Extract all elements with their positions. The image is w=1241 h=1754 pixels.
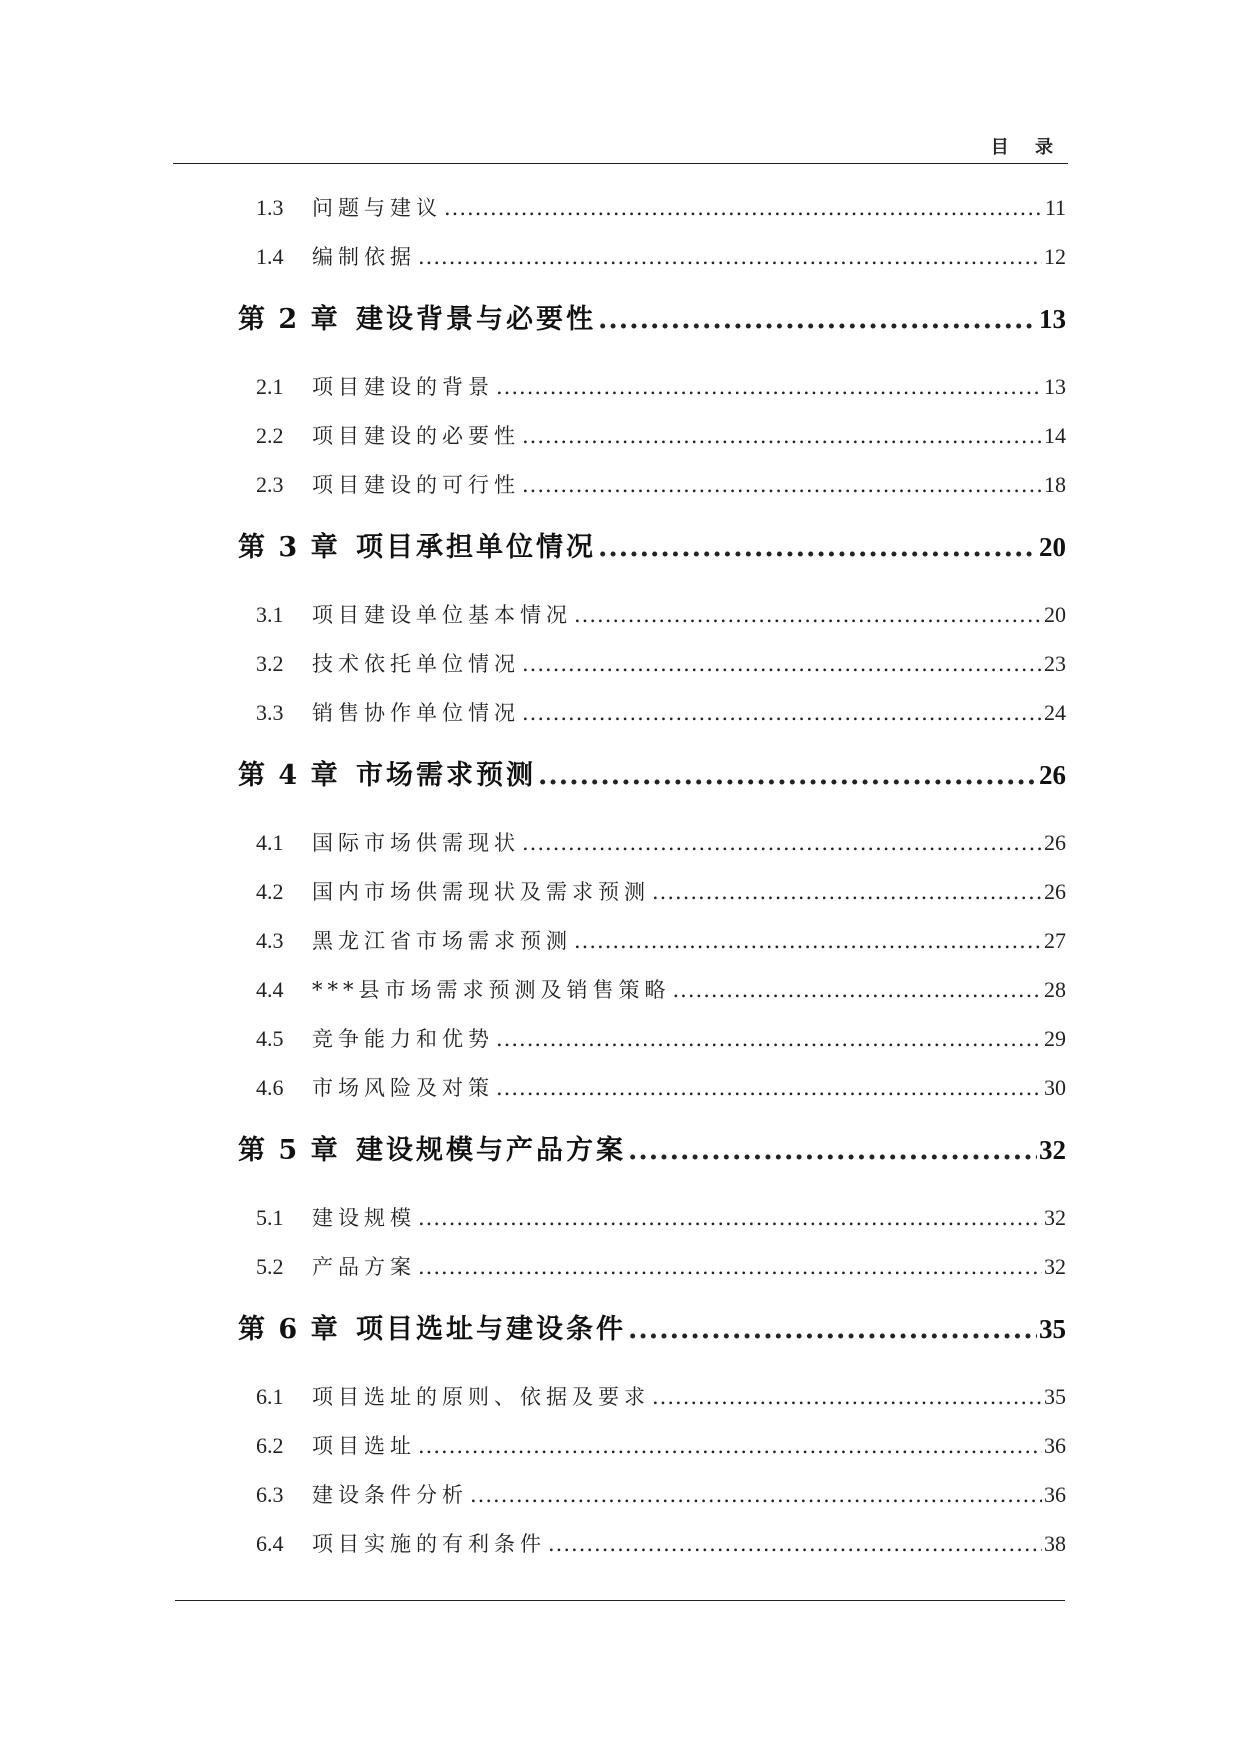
toc-entry-number: 3.2: [256, 651, 284, 676]
toc-section-entry[interactable]: [238, 965, 1066, 1014]
toc-section-entry[interactable]: [238, 232, 1066, 281]
toc-entry-page-number: 11: [1044, 195, 1066, 220]
toc-entry-number: 4.1: [256, 830, 284, 855]
toc-dot-leader: [548, 1520, 1042, 1568]
toc-section-entry[interactable]: [238, 867, 1066, 916]
toc-section-entry[interactable]: [238, 1470, 1066, 1519]
toc-entry-page-number: 32: [1044, 1205, 1066, 1230]
toc-entry-title: 问题与建议: [312, 196, 442, 220]
toc-entry-page-number: 27: [1044, 928, 1066, 953]
toc-entry-number: 2.1: [256, 374, 284, 399]
toc-entry-title: 项目建设的背景: [312, 375, 494, 399]
toc-entry-title: 项目建设单位基本情况: [312, 603, 572, 627]
toc-dot-leader: [418, 1194, 1042, 1242]
toc-chapter-entry[interactable]: [238, 519, 1066, 576]
toc-dot-leader: [522, 412, 1042, 460]
toc-section-entry[interactable]: [238, 818, 1066, 867]
toc-entry-title: 项目选址: [312, 1434, 416, 1458]
toc-section-entry[interactable]: [238, 183, 1066, 232]
toc-entry-title: 技术依托单位情况: [312, 652, 520, 676]
toc-dot-leader: [652, 1373, 1042, 1421]
toc-dot-leader: [418, 233, 1042, 281]
toc-entry-title: 建设规模与产品方案: [356, 1135, 626, 1166]
toc-section-entry[interactable]: [238, 1242, 1066, 1291]
toc-entry-number: 第 3 章: [238, 532, 340, 563]
toc-section-entry[interactable]: [238, 1519, 1066, 1568]
table-of-contents: [238, 183, 1066, 1568]
toc-dot-leader: [522, 689, 1042, 737]
toc-entry-page-number: 36: [1044, 1482, 1066, 1507]
toc-entry-page-number: 13: [1039, 304, 1066, 334]
toc-chapter-entry[interactable]: [238, 291, 1066, 348]
toc-entry-page-number: 32: [1039, 1135, 1066, 1165]
toc-entry-number: 5.1: [256, 1205, 284, 1230]
toc-entry-page-number: 20: [1044, 602, 1066, 627]
toc-section-entry[interactable]: [238, 1014, 1066, 1063]
toc-dot-leader: [496, 1015, 1042, 1063]
toc-entry-number: 5.2: [256, 1254, 284, 1279]
toc-dot-leader: [574, 591, 1042, 639]
toc-entry-page-number: 35: [1039, 1314, 1066, 1344]
toc-entry-number: 6.2: [256, 1433, 284, 1458]
toc-dot-leader: [496, 1064, 1042, 1112]
toc-section-entry[interactable]: [238, 590, 1066, 639]
toc-dot-leader: [522, 819, 1042, 867]
toc-chapter-entry[interactable]: [238, 1301, 1066, 1358]
toc-entry-page-number: 24: [1044, 700, 1066, 725]
toc-section-entry[interactable]: [238, 1193, 1066, 1242]
toc-entry-title: 项目承担单位情况: [356, 532, 596, 563]
toc-entry-number: 6.3: [256, 1482, 284, 1507]
toc-dot-leader: [522, 461, 1042, 509]
toc-entry-page-number: 29: [1044, 1026, 1066, 1051]
toc-entry-title: 销售协作单位情况: [312, 701, 520, 725]
toc-entry-title: 项目建设的可行性: [312, 473, 520, 497]
toc-entry-page-number: 20: [1039, 532, 1066, 562]
toc-entry-number: 第 5 章: [238, 1135, 340, 1166]
toc-entry-number: 第 4 章: [238, 760, 340, 791]
toc-entry-number: 6.1: [256, 1384, 284, 1409]
toc-entry-title: 建设规模: [312, 1206, 416, 1230]
toc-dot-leader: [496, 363, 1042, 411]
toc-entry-page-number: 26: [1039, 760, 1066, 790]
toc-entry-title: 竞争能力和优势: [312, 1027, 494, 1051]
toc-section-entry[interactable]: [238, 916, 1066, 965]
toc-entry-page-number: 26: [1044, 830, 1066, 855]
toc-dot-leader: [574, 917, 1042, 965]
toc-entry-number: 4.2: [256, 879, 284, 904]
toc-entry-number: 2.2: [256, 423, 284, 448]
toc-entry-title: 编制依据: [312, 245, 416, 269]
toc-entry-number: 3.3: [256, 700, 284, 725]
toc-entry-title: 项目选址的原则、依据及要求: [312, 1385, 650, 1409]
toc-entry-page-number: 28: [1044, 977, 1066, 1002]
toc-entry-number: 3.1: [256, 602, 284, 627]
toc-entry-title: 项目实施的有利条件: [312, 1532, 546, 1556]
toc-entry-number: 6.4: [256, 1531, 284, 1556]
toc-dot-leader: [470, 1471, 1042, 1519]
toc-entry-page-number: 36: [1044, 1433, 1066, 1458]
toc-dot-leader: [673, 966, 1043, 1014]
toc-chapter-entry[interactable]: [238, 747, 1066, 804]
header-divider: [173, 163, 1068, 164]
toc-section-entry[interactable]: [238, 411, 1066, 460]
toc-dot-leader: [628, 1122, 1037, 1179]
page-header-title: 目 录: [990, 137, 1063, 158]
toc-section-entry[interactable]: [238, 639, 1066, 688]
toc-entry-number: 2.3: [256, 472, 284, 497]
toc-dot-leader: [418, 1243, 1042, 1291]
toc-entry-number: 第 2 章: [238, 304, 340, 335]
toc-entry-title: 产品方案: [312, 1255, 416, 1279]
toc-entry-number: 第 6 章: [238, 1314, 340, 1345]
toc-section-entry[interactable]: [238, 460, 1066, 509]
toc-dot-leader: [598, 519, 1037, 576]
toc-entry-number: 4.6: [256, 1075, 284, 1100]
toc-entry-title: 黑龙江省市场需求预测: [312, 929, 572, 953]
toc-section-entry[interactable]: [238, 1372, 1066, 1421]
toc-dot-leader: [418, 1422, 1042, 1470]
toc-entry-title: 市场需求预测: [356, 760, 536, 791]
toc-entry-title: 国际市场供需现状: [312, 831, 520, 855]
toc-entry-number: 4.5: [256, 1026, 284, 1051]
toc-dot-leader: [538, 747, 1037, 804]
toc-entry-title: 国内市场供需现状及需求预测: [312, 880, 650, 904]
toc-dot-leader: [628, 1301, 1037, 1358]
toc-entry-page-number: 13: [1044, 374, 1066, 399]
toc-entry-page-number: 23: [1044, 651, 1066, 676]
toc-entry-number: 4.3: [256, 928, 284, 953]
toc-entry-page-number: 35: [1044, 1384, 1066, 1409]
toc-section-entry[interactable]: [238, 362, 1066, 411]
toc-entry-number: 4.4: [256, 977, 284, 1002]
toc-entry-title: 建设条件分析: [312, 1483, 468, 1507]
toc-entry-title: ***县市场需求预测及销售策略: [312, 978, 671, 1002]
toc-entry-page-number: 14: [1044, 423, 1066, 448]
toc-dot-leader: [598, 291, 1037, 348]
toc-entry-page-number: 12: [1044, 244, 1066, 269]
toc-entry-number: 1.4: [256, 244, 284, 269]
toc-entry-page-number: 18: [1044, 472, 1066, 497]
toc-chapter-entry[interactable]: [238, 1122, 1066, 1179]
toc-section-entry[interactable]: [238, 1421, 1066, 1470]
toc-section-entry[interactable]: [238, 1063, 1066, 1112]
toc-entry-page-number: 30: [1044, 1075, 1066, 1100]
toc-entry-title: 建设背景与必要性: [356, 304, 596, 335]
toc-entry-number: 1.3: [256, 195, 284, 220]
toc-entry-title: 项目建设的必要性: [312, 424, 520, 448]
toc-entry-page-number: 32: [1044, 1254, 1066, 1279]
toc-entry-title: 市场风险及对策: [312, 1076, 494, 1100]
toc-entry-page-number: 38: [1044, 1531, 1066, 1556]
footer-divider: [175, 1600, 1065, 1601]
toc-entry-title: 项目选址与建设条件: [356, 1314, 626, 1345]
toc-dot-leader: [652, 868, 1042, 916]
toc-section-entry[interactable]: [238, 688, 1066, 737]
toc-dot-leader: [522, 640, 1042, 688]
toc-entry-page-number: 26: [1044, 879, 1066, 904]
toc-dot-leader: [444, 184, 1043, 232]
